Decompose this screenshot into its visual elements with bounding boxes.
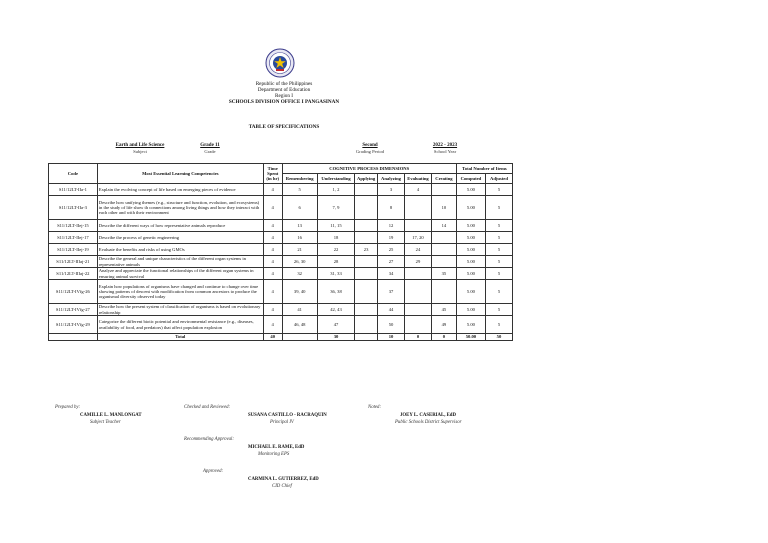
row-applying [355,316,378,334]
row-analyzing: 37 [378,280,405,304]
header-region: Region I [274,93,293,99]
row-evaluating: 29 [404,256,431,268]
row-creating [431,256,456,268]
checked-by-title: Principal IV [270,420,294,425]
row-adjusted: 5 [485,304,512,316]
col-header-creating: Creating [431,174,456,184]
row-understanding: 31, 33 [317,268,354,280]
row-code: S11/12LT-IVfg-26 [49,280,98,304]
row-competency: Describe how the present system of classification of organisms is based on evolutionary relationship [97,304,263,316]
row-time: 4 [263,220,282,232]
row-analyzing: 50 [378,316,405,334]
row-computed: 5.00 [456,220,485,232]
row-evaluating [404,196,431,220]
row-creating [431,184,456,196]
row-applying [355,280,378,304]
table-total-row [49,334,513,341]
table-row [49,268,513,280]
row-applying [355,196,378,220]
row-code: S11/12LT-IIej-17 [49,232,98,244]
row-analyzing: 3 [378,184,405,196]
row-adjusted: 5 [485,316,512,334]
total-remembering [282,334,317,341]
row-competency: Describe how unifying themes (e.g., structure and function, evolution, and ecosystems) in the study of life show th connections among living things and how they interact with each other and with their environment [97,196,263,220]
row-code: S11/12LT-IIa-3 [49,196,98,220]
row-adjusted: 5 [485,220,512,232]
document-title: TABLE OF SPECIFICATIONS [248,124,320,130]
row-evaluating [404,304,431,316]
row-analyzing: 44 [378,304,405,316]
row-understanding: 36, 38 [317,280,354,304]
total-label: Total [97,334,263,341]
row-understanding: 42, 43 [317,304,354,316]
row-understanding: 18 [317,232,354,244]
row-creating [431,232,456,244]
total-analyzing: 10 [378,334,405,341]
row-analyzing: 25 [378,244,405,256]
total-adjusted: 50 [485,334,512,341]
deped-seal-logo [265,48,295,78]
row-creating: 14 [431,220,456,232]
table-row [49,304,513,316]
col-header-evaluating: Evaluating [404,174,431,184]
row-time: 4 [263,184,282,196]
row-analyzing: 8 [378,196,405,220]
table-row [49,184,513,196]
row-competency: Explain the evolving concept of life based on emerging pieces of evidence [97,184,263,196]
noted-by-title: Public Schools District Supervisor [395,420,462,425]
row-creating [431,244,456,256]
col-header-competencies: Most Essential Learning Competencies [97,164,263,184]
total-understanding: 30 [317,334,354,341]
grade-value: Grade 11 [200,143,220,148]
row-time: 4 [263,196,282,220]
grading-period-label: Grading Period [355,149,385,154]
row-applying [355,232,378,244]
table-row [49,244,513,256]
row-code: S11/12LT-IIIaj-21 [49,256,98,268]
col-header-dimensions: COGNITIVE PROCESS DIMENSIONS [282,164,456,174]
table-row [49,316,513,334]
row-remembering: 39, 40 [282,280,317,304]
row-time: 4 [263,280,282,304]
row-evaluating [404,316,431,334]
row-evaluating: 4 [404,184,431,196]
row-remembering: 6 [282,196,317,220]
col-header-code: Code [49,164,98,184]
subject-value: Earth and Life Science [115,143,165,148]
row-understanding: 22 [317,244,354,256]
col-header-applying: Applying [355,174,378,184]
row-evaluating [404,268,431,280]
row-computed: 5.00 [456,184,485,196]
noted-by-label: Noted: [368,405,382,410]
row-code: S11/12LT-IIej-19 [49,244,98,256]
row-remembering: 5 [282,184,317,196]
row-remembering: 26, 30 [282,256,317,268]
row-code: S11/12LT-IIIaj-22 [49,268,98,280]
total-evaluating: 0 [404,334,431,341]
row-understanding: 47 [317,316,354,334]
row-competency: Evaluate the benefits and risks of using GMOs [97,244,263,256]
row-creating: 35 [431,268,456,280]
row-remembering: 13 [282,220,317,232]
table-row [49,196,513,220]
row-analyzing: 19 [378,232,405,244]
recommending-approval-label: Recommending Approval: [184,437,234,442]
row-competency: Describe the process of genetic engineering [97,232,263,244]
approved-by-name: CARMINA L. GUTIERREZ, EdD [248,477,319,482]
row-computed: 5.00 [456,280,485,304]
row-applying: 23 [355,244,378,256]
row-time: 4 [263,256,282,268]
col-header-time: Time Spent (in hr) [263,164,282,184]
col-header-analyzing: Analyzing [378,174,405,184]
row-computed: 5.00 [456,268,485,280]
approved-by-title: CID Chief [272,484,292,489]
row-evaluating: 17, 20 [404,232,431,244]
checked-by-name: SUSANA CASTILLO - RACRAQUIN [248,413,327,418]
row-adjusted: 5 [485,232,512,244]
row-computed: 5.00 [456,232,485,244]
noted-by-name: JOEY L. CASERIAL, EdD [400,413,456,418]
prepared-by-title: Subject Teacher [90,420,121,425]
school-year-value: 2022 - 2023 [432,143,458,148]
row-time: 4 [263,268,282,280]
row-code: S11/12LT-IIa-1 [49,184,98,196]
row-computed: 5.00 [456,304,485,316]
row-creating: 45 [431,304,456,316]
row-remembering: 46, 48 [282,316,317,334]
row-code: S11/12LT-IVfg-27 [49,304,98,316]
col-header-computed: Computed [456,174,485,184]
grading-period-value: Second [362,143,378,148]
row-applying [355,268,378,280]
row-creating: 49 [431,316,456,334]
row-analyzing: 12 [378,220,405,232]
row-time: 4 [263,304,282,316]
total-time: 40 [263,334,282,341]
header-department: Department of Education [257,87,311,93]
prepared-by-label: Prepared by: [55,405,81,410]
row-adjusted: 5 [485,244,512,256]
row-applying [355,304,378,316]
row-adjusted: 5 [485,196,512,220]
row-applying [355,184,378,196]
header-division: SCHOOLS DIVISION OFFICE I PANGASINAN [228,99,340,105]
table-row [49,256,513,268]
row-time: 4 [263,316,282,334]
table-row [49,280,513,304]
col-header-remembering: Remembering [282,174,317,184]
row-time: 4 [263,244,282,256]
row-adjusted: 5 [485,184,512,196]
row-computed: 5.00 [456,316,485,334]
row-adjusted: 5 [485,268,512,280]
checked-by-label: Checked and Reviewed: [184,405,231,410]
col-header-understanding: Understanding [317,174,354,184]
row-code: S11/12LT-IIej-15 [49,220,98,232]
row-creating: 10 [431,196,456,220]
row-creating [431,280,456,304]
row-evaluating: 24 [404,244,431,256]
grade-label: Grade [204,149,216,154]
row-understanding: 7, 9 [317,196,354,220]
row-analyzing: 34 [378,268,405,280]
row-adjusted: 5 [485,280,512,304]
table-of-specifications [48,163,513,341]
row-code: S11/12LT-IVfg-29 [49,316,98,334]
row-evaluating [404,220,431,232]
row-computed: 5.00 [456,256,485,268]
col-header-total-items: Total Number of Items [456,164,512,174]
row-applying [355,256,378,268]
header-republic: Republic of the Philippines [255,81,313,87]
prepared-by-name: CAMILLE L. MANLONGAT [80,413,142,418]
recommending-approval-name: MICHAEL E. RAME, EdD [248,445,305,450]
row-competency: Analyze and appreciate the functional relationships of the different organ systems in ensuring animal survival [97,268,263,280]
row-adjusted: 5 [485,256,512,268]
row-applying [355,220,378,232]
row-computed: 5.00 [456,196,485,220]
row-remembering: 32 [282,268,317,280]
total-applying [355,334,378,341]
recommending-approval-title: Monitoring EPS [258,452,290,457]
row-competency: Explain how populations of organisms have changed and continue to change over time showing patterns of descent with modification from common ancestors to produce the organismal diversity observed today [97,280,263,304]
row-understanding: 11, 15 [317,220,354,232]
school-year-label: School Year [433,149,457,154]
total-creating: 0 [431,334,456,341]
table-row [49,232,513,244]
row-competency: Describe the general and unique characteristics of the different organ systems in representative animals [97,256,263,268]
subject-label: Subject [133,149,147,154]
row-computed: 5.00 [456,244,485,256]
row-evaluating [404,280,431,304]
row-remembering: 21 [282,244,317,256]
row-understanding: 28 [317,256,354,268]
approved-by-label: Approved: [203,469,224,474]
total-computed: 50.00 [456,334,485,341]
row-remembering: 16 [282,232,317,244]
row-understanding: 1, 2 [317,184,354,196]
row-competency: Describe the different ways of how representative animals reproduce [97,220,263,232]
row-analyzing: 27 [378,256,405,268]
row-competency: Categorize the different biotic potential and environmental resistance (e.g., diseases, availability of food, and predators) that affect population explosion [97,316,263,334]
row-time: 4 [263,232,282,244]
table-row [49,220,513,232]
col-header-adjusted: Adjusted [485,174,512,184]
row-remembering: 41 [282,304,317,316]
